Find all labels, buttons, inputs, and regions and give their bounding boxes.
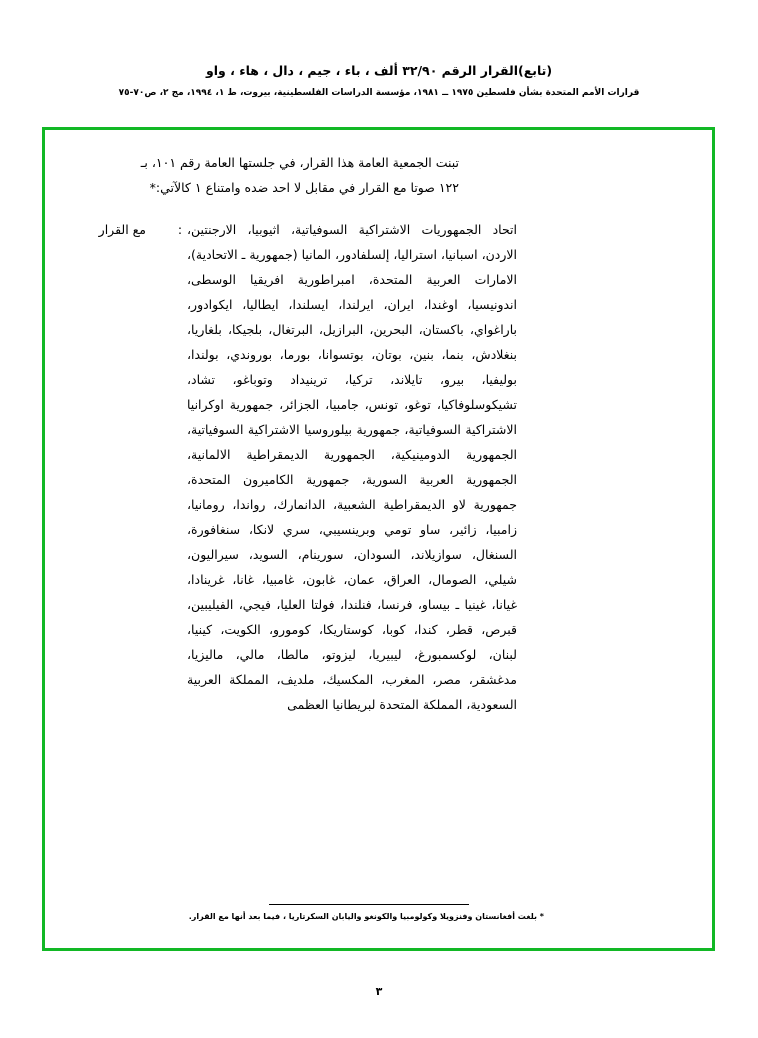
- green-content-frame: [42, 127, 715, 951]
- footnote-area: [73, 904, 684, 924]
- document-body: [45, 150, 712, 948]
- page-title: (تابع)القرار الرقم ٣٢/٩٠ ألف ، باء ، جيم ، دال ، هاء ، واو: [205, 63, 553, 78]
- page-header: [0, 62, 758, 98]
- voting-block: [73, 217, 684, 717]
- voting-colon: :: [177, 222, 183, 237]
- voting-country-list: اتحاد الجمهوريات الاشتراكية السوفياتية، اثيوبيا، الارجنتين، الاردن، اسبانيا، استراليا، إلسلفادور، المانيا (جمهورية ـ الاتحادية)، الامارات العربية المتحدة، امبراطورية افريقيا الوسطى، اندونيسيا، اوغندا، ايران، ايرلندا، ايسلندا، ايطاليا، ايكوادور، باراغواي، باكستان، البحرين، البرازيل، البرتغال، بلجيكا، بلغاريا، بنغلادش، بنما، بنين، بوتان، بوتسوانا، بورما، بوروندي، بولندا، بوليفيا، بيرو، تايلاند، تركيا، ترينيداد وتوباغو، تشاد، تشيكوسلوفاكيا، توغو، تونس، جامبيا، الجزائر، جمهورية اوكرانيا الاشتراكية السوفياتية، جمهورية بيلوروسيا الاشتراكية السوفياتية، الجمهورية الدومينيكية، الجمهورية الديمقراطية الالمانية، الجمهورية العربية السورية، جمهورية الكاميرون المتحدة، جمهورية لاو الديمقراطية الشعبية، الدانمارك، رواندا، رومانيا، زامبيا، زائير، ساو تومي وبرينسيبي، سري لانكا، سنغافورة، السنغال، سوازيلاند، السودان، سورينام، السويد، سيراليون، شيلي، الصومال، العراق، عمان، غابون، غامبيا، غانا، غرينادا، غيانا، غينيا ـ بيساو، فرنسا، فنلندا، فولتا العليا، فيجي، الفيليبين، قبرص، قطر، كندا، كوبا، كوستاريكا، كومورو، الكويت، كينيا، لبنان، لوكسمبورغ، ليبيريا، ليزوتو، مالطا، مالي، ماليزيا، مدغشقر، مصر، المغرب، المكسيك، ملديف، المملكة العربية السعودية، المملكة المتحدة لبريطانيا العظمى: [187, 222, 517, 712]
- voting-label: مع القرار: [98, 222, 146, 237]
- footnote-divider: [269, 904, 469, 905]
- intro-paragraph: [129, 150, 459, 200]
- intro-text: تبنت الجمعية العامة هذا القرار، في جلستها العامة رقم ١٠١، بـ ١٢٢ صوتا مع القرار في مقابل لا احد ضده وامتناع ١ كالآتي:*: [140, 155, 459, 195]
- page-source-line: قرارات الأمم المتحدة بشأن فلسطين ١٩٧٥ ــ ١٩٨١، مؤسسة الدراسات الفلسطينية، بيروت، ط ١، ١٩٩٤، مج ٢، ص٧٠-٧٥: [118, 87, 640, 98]
- page-number: ٣: [375, 985, 383, 998]
- footnote-text: * بلغت أفغانستان وفنزويلا وكولومبيا والكونغو واليابان السكرتاريا ، فيما بعد أنها مع القرار.: [188, 912, 544, 922]
